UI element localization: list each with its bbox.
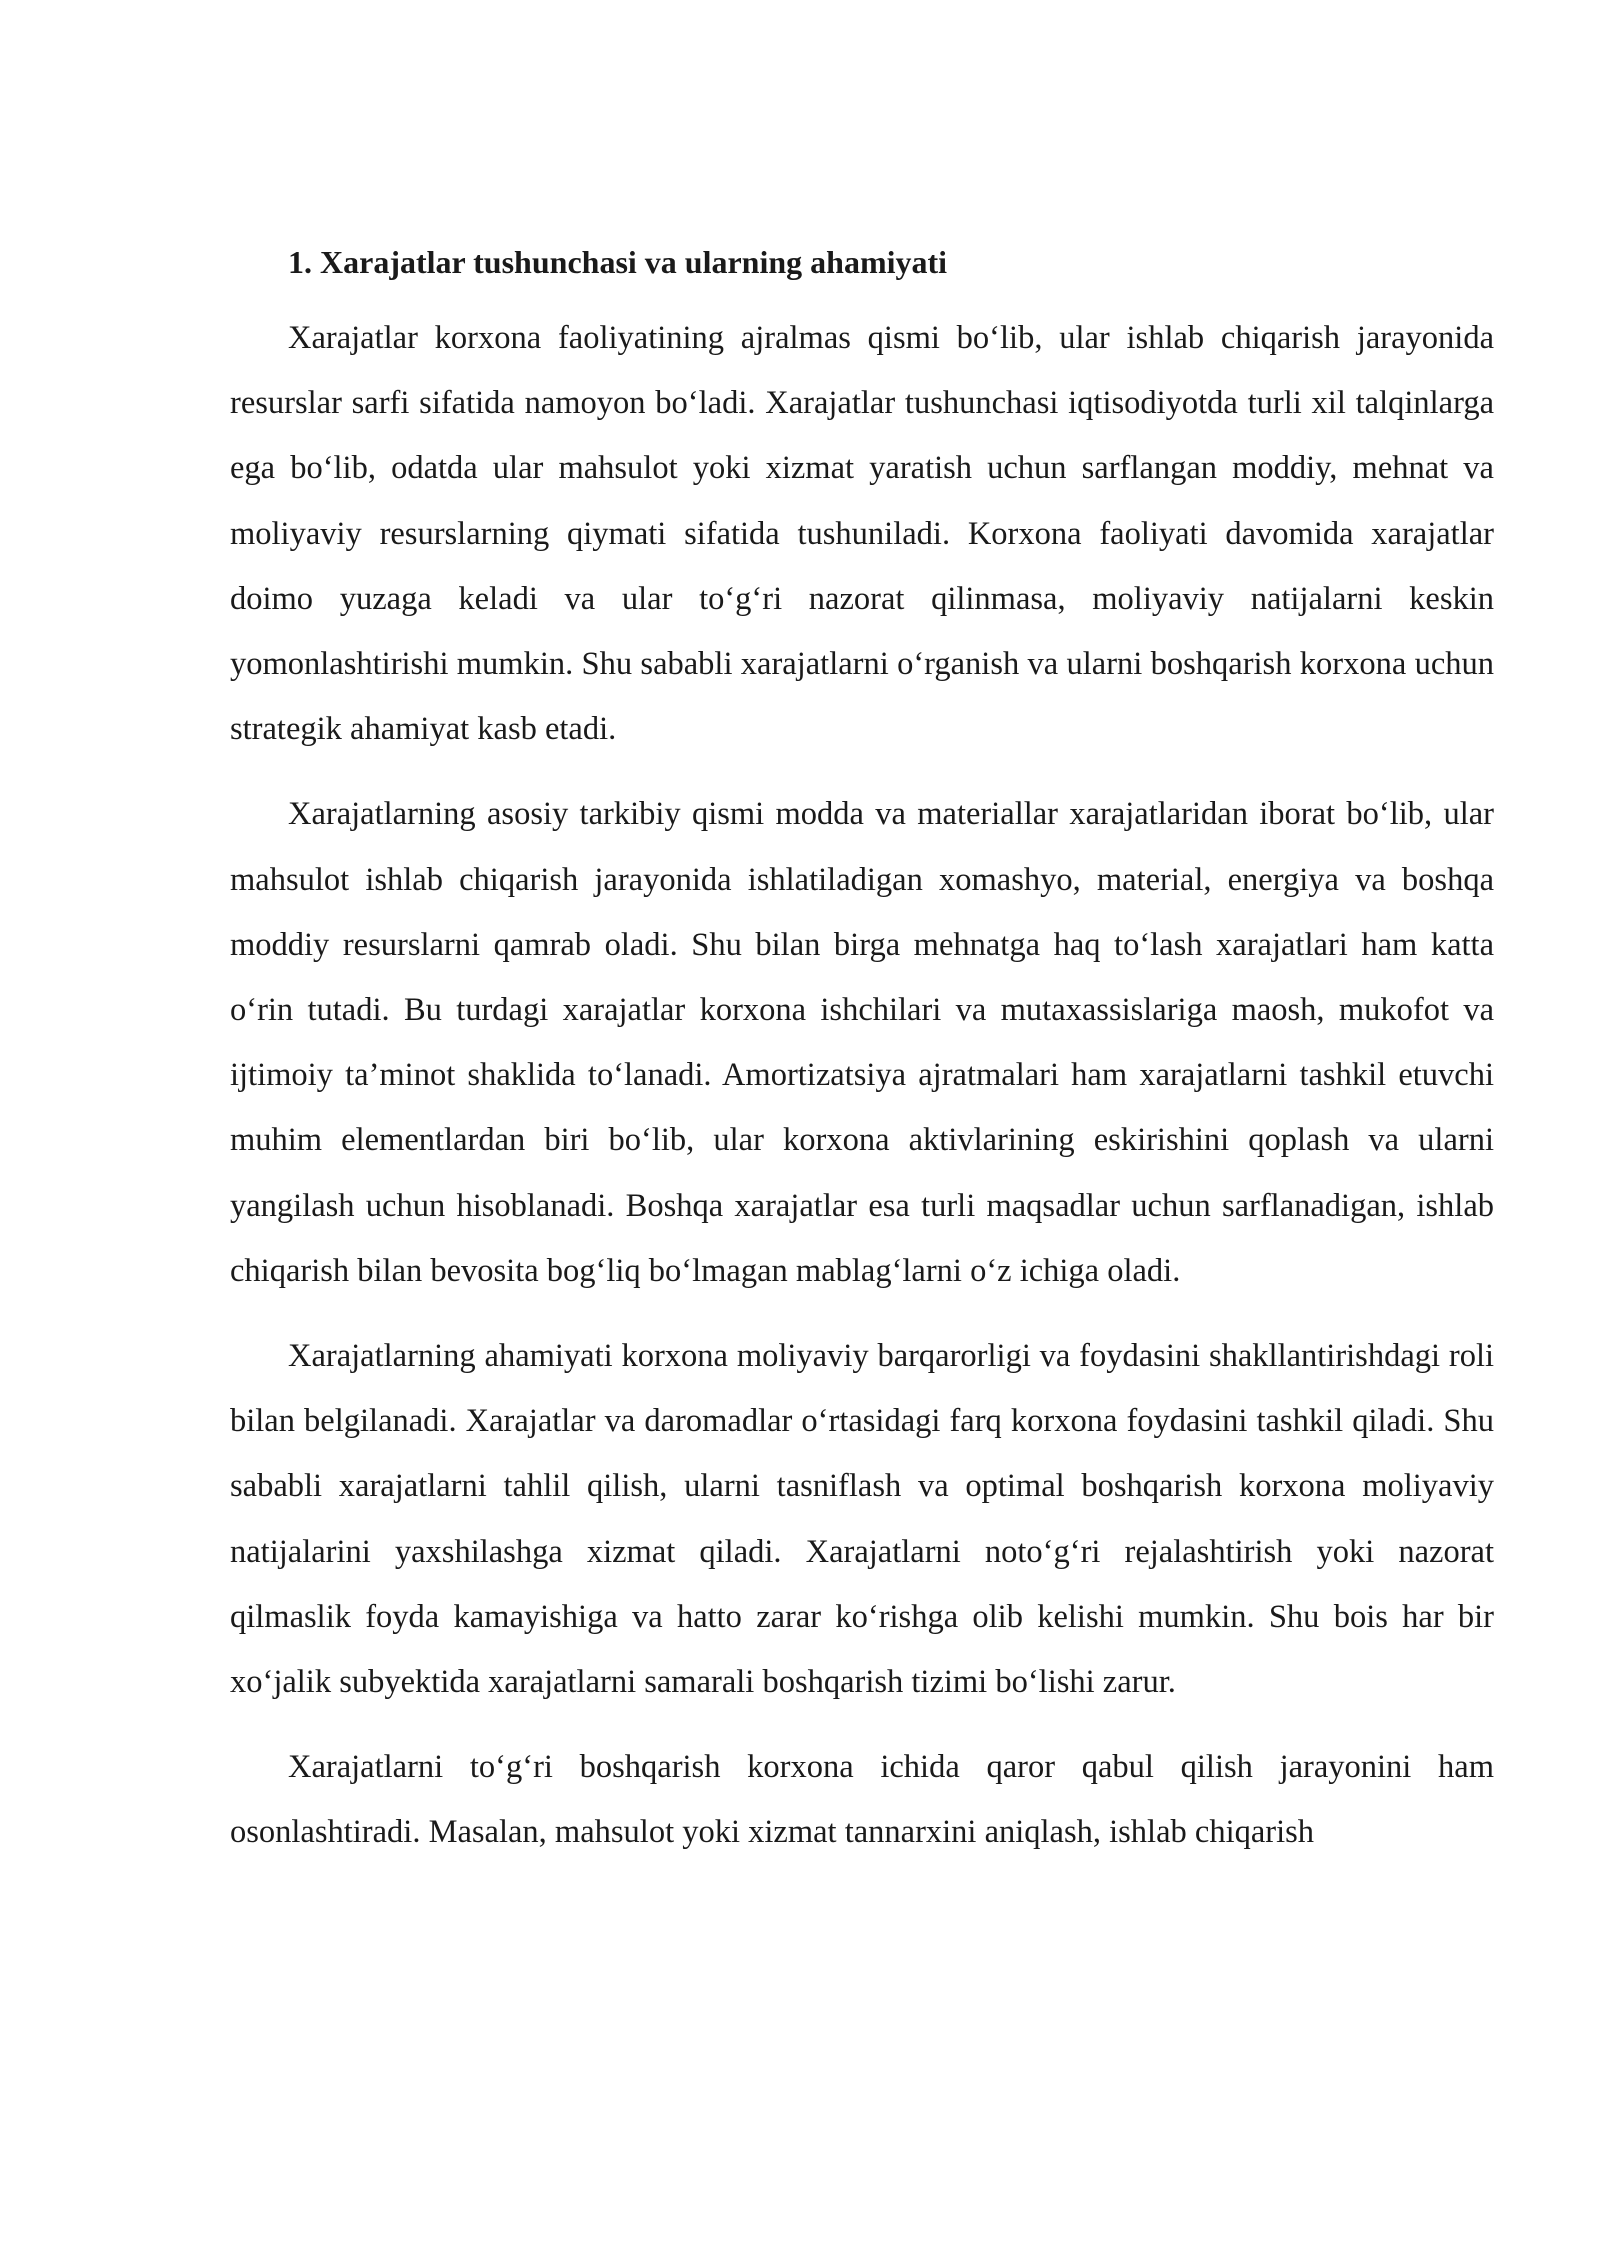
document-page <box>230 236 1494 1886</box>
section-heading: 1. Xarajatlar tushunchasi va ularning ahamiyati <box>288 244 948 280</box>
paragraph-2: Xarajatlarning asosiy tarkibiy qismi modda va materiallar xarajatlaridan iborat bo‘lib, ular mahsulot ishlab chiqarish jarayonida ishlatiladigan xomashyo, material, energiya va boshqa moddiy resurslarni qamrab oladi. Shu bilan birga mehnatga haq to‘lash xarajatlari ham katta o‘rin tutadi. Bu turdagi xarajatlar korxona ishchilari va mutaxassislariga maosh, mukofot va ijtimoiy ta’minot shaklida to‘lanadi. Amortizatsiya ajratmalari ham xarajatlarni tashkil etuvchi muhim elementlardan biri bo‘lib, ular korxona aktivlarining eskirishini qoplash va ularni yangilash uchun hisoblanadi. Boshqa xarajatlar esa turli maqsadlar uchun sarflanadigan, ishlab chiqarish bilan bevosita bog‘liq bo‘lmagan mablag‘larni o‘z ichiga oladi. <box>230 796 1494 1289</box>
paragraph-1: Xarajatlar korxona faoliyatining ajralmas qismi bo‘lib, ular ishlab chiqarish jarayonida resurslar sarfi sifatida namoyon bo‘ladi. Xarajatlar tushunchasi iqtisodiyotda turli xil talqinlarga ega bo‘lib, odatda ular mahsulot yoki xizmat yaratish uchun sarflangan moddiy, mehnat va moliyaviy resurslarning qiymati sifatida tushuniladi. Korxona faoliyati davomida xarajatlar doimo yuzaga keladi va ular to‘g‘ri nazorat qilinmasa, moliyaviy natijalarni keskin yomonlashtirishi mumkin. Shu sababli xarajatlarni o‘rganish va ularni boshqarish korxona uchun strategik ahamiyat kasb etadi. <box>230 320 1494 748</box>
paragraph-4: Xarajatlarni to‘g‘ri boshqarish korxona ichida qaror qabul qilish jarayonini ham osonlashtiradi. Masalan, mahsulot yoki xizmat tannarxini aniqlash, ishlab chiqarish <box>230 1749 1494 1851</box>
paragraph-3: Xarajatlarning ahamiyati korxona moliyaviy barqarorligi va foydasini shakllantirishdagi roli bilan belgilanadi. Xarajatlar va daromadlar o‘rtasidagi farq korxona foydasini tashkil qiladi. Shu sababli xarajatlarni tahlil qilish, ularni tasniflash va optimal boshqarish korxona moliyaviy natijalarini yaxshilashga xizmat qiladi. Xarajatlarni noto‘g‘ri rejalashtirish yoki nazorat qilmaslik foyda kamayishiga va hatto zarar ko‘rishga olib kelishi mumkin. Shu bois har bir xo‘jalik subyektida xarajatlarni samarali boshqarish tizimi bo‘lishi zarur. <box>230 1338 1494 1701</box>
